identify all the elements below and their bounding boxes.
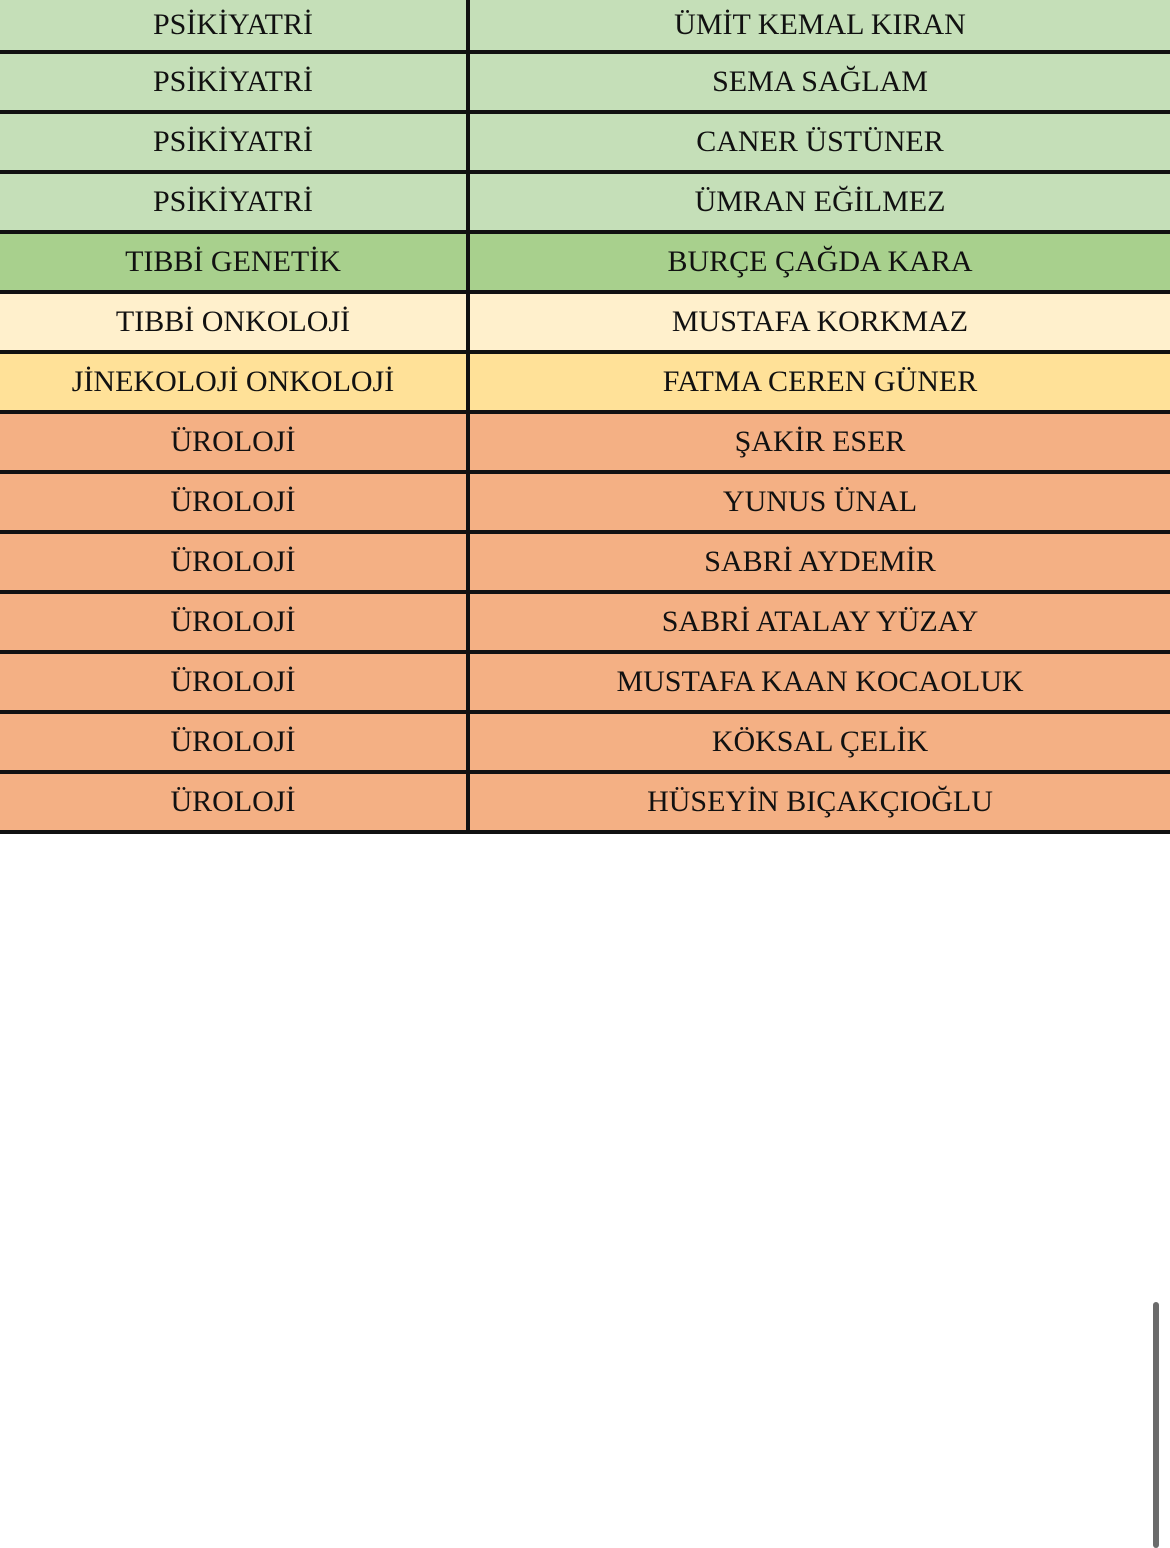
doctor-name-cell: KÖKSAL ÇELİK [468, 712, 1170, 772]
doctor-name-cell: ÜMİT KEMAL KIRAN [468, 0, 1170, 52]
table-row [0, 652, 1170, 712]
doctor-name-cell: YUNUS ÜNAL [468, 472, 1170, 532]
table-row [0, 292, 1170, 352]
department-cell: TIBBİ ONKOLOJİ [0, 292, 468, 352]
table-row [0, 712, 1170, 772]
table-row [0, 52, 1170, 112]
doctor-name-cell: SEMA SAĞLAM [468, 52, 1170, 112]
department-cell: PSİKİYATRİ [0, 52, 468, 112]
department-cell: TIBBİ GENETİK [0, 232, 468, 292]
department-cell: ÜROLOJİ [0, 592, 468, 652]
department-cell: JİNEKOLOJİ ONKOLOJİ [0, 352, 468, 412]
department-cell: PSİKİYATRİ [0, 0, 468, 52]
department-cell: PSİKİYATRİ [0, 112, 468, 172]
doctor-name-cell: FATMA CEREN GÜNER [468, 352, 1170, 412]
department-cell: ÜROLOJİ [0, 412, 468, 472]
doctor-name-cell: SABRİ ATALAY YÜZAY [468, 592, 1170, 652]
doctor-name-cell: BURÇE ÇAĞDA KARA [468, 232, 1170, 292]
table-row [0, 532, 1170, 592]
vertical-scrollbar[interactable] [1153, 1302, 1159, 1548]
table-row [0, 232, 1170, 292]
doctor-name-cell: ŞAKİR ESER [468, 412, 1170, 472]
doctor-name-cell: CANER ÜSTÜNER [468, 112, 1170, 172]
department-cell: ÜROLOJİ [0, 652, 468, 712]
doctor-name-cell: MUSTAFA KORKMAZ [468, 292, 1170, 352]
table-row [0, 0, 1170, 52]
doctor-name-cell: HÜSEYİN BIÇAKÇIOĞLU [468, 772, 1170, 832]
department-cell: ÜROLOJİ [0, 772, 468, 832]
department-cell: ÜROLOJİ [0, 532, 468, 592]
department-cell: ÜROLOJİ [0, 712, 468, 772]
table-row [0, 112, 1170, 172]
table-row [0, 412, 1170, 472]
table-row [0, 772, 1170, 832]
table-row [0, 172, 1170, 232]
department-cell: ÜROLOJİ [0, 472, 468, 532]
table-row [0, 352, 1170, 412]
doctor-name-cell: SABRİ AYDEMİR [468, 532, 1170, 592]
doctor-name-cell: MUSTAFA KAAN KOCAOLUK [468, 652, 1170, 712]
table-row [0, 472, 1170, 532]
table-row [0, 592, 1170, 652]
department-cell: PSİKİYATRİ [0, 172, 468, 232]
doctor-name-cell: ÜMRAN EĞİLMEZ [468, 172, 1170, 232]
